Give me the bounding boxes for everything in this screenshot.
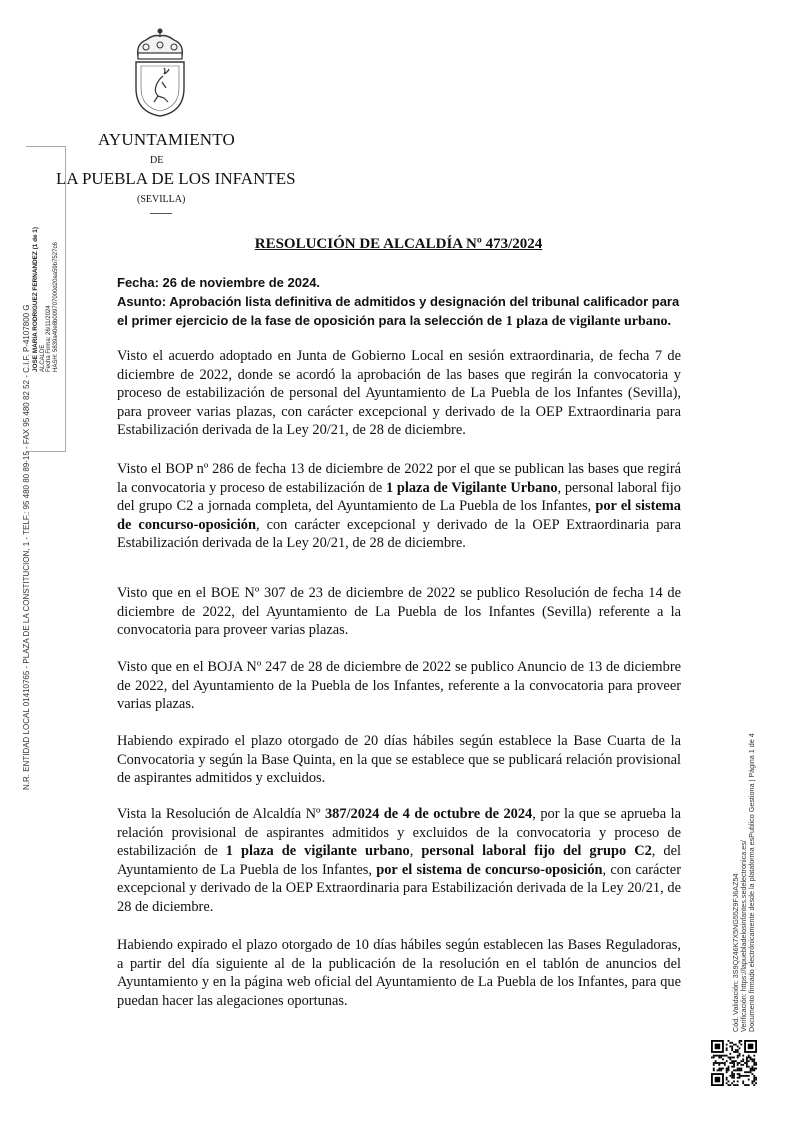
signer-role: ALCALDE	[39, 344, 46, 372]
resolution-date: Fecha: 26 de noviembre de 2024.	[117, 275, 321, 290]
paragraph-plazo-10-dias: Habiendo expirado el plazo otorgado de 10 días hábiles según establecen las Bases Reguladoras, a partir del día siguiente al de la publicación de la resolución en el tablón de anuncios del Ayuntamiento y en la página web oficial del Ayuntamiento de La Puebla de los Infantes, para que puedan hacer las alegaciones oportunas.	[117, 937, 681, 1009]
bold-segment: por el sistema de concurso-oposición	[376, 861, 603, 878]
letterhead-divider	[150, 213, 172, 214]
paragraph-boja: Visto que en el BOJA Nº 247 de 28 de diciembre de 2022 se publico Anuncio de 13 de diciembre de 2022, del Ayuntamiento de la Puebla de los Infantes, referente a la convocatoria para proveer varias plazas.	[117, 659, 681, 713]
letterhead-ayuntamiento: AYUNTAMIENTO	[98, 130, 236, 149]
qr-code-icon[interactable]	[711, 1040, 757, 1086]
signature-hash: HASH: 5839a40e8b009707000d20aa59b7527c6	[52, 242, 59, 372]
electronic-signature-note: Documento firmado electrónicamente desde la plataforma esPublico Gestiona | Página 1 de 4	[747, 733, 756, 1032]
verification-url[interactable]: Verificación: https://lapuebladelosinfantes.sedelectronica.es/	[739, 840, 748, 1032]
paragraph-resolucion-387	[117, 805, 681, 917]
text-segment: , con carácter excepcional y derivado de la OEP Extraordinaria para Estabilización derivada de la Ley 20/21, de 28 de diciembre.	[117, 861, 681, 915]
subject-highlight: 1 plaza de vigilante urbano.	[505, 314, 672, 329]
resolution-header	[117, 273, 682, 331]
text-segment: Visto el BOP nº 286 de fecha 13 de diciembre de 2022 por el que se publican las bases que regirá la convocatoria y proceso de estabilización de	[117, 461, 681, 496]
subject-text: Asunto: Aprobación lista definitiva de admitidos y designación del tribunal calificador para el primer ejercicio de la fase de oposición para la selección de	[117, 294, 680, 328]
letterhead-municipality: LA PUEBLA DE LOS INFANTES	[56, 169, 296, 188]
text-segment: Vista la Resolución de Alcaldía Nº	[117, 806, 325, 822]
letterhead-de: DE	[150, 155, 164, 166]
validation-margin	[732, 733, 756, 1032]
text-segment: , por la que se aprueba la relación provisional de aspirantes admitidos y excluidos de la convocatoria y proceso de estabilización de	[117, 806, 681, 860]
text-segment: ,	[409, 843, 422, 860]
signer-name: JOSE MARIA RODRIGUEZ FERNANDEZ (1 de 1)	[32, 227, 39, 372]
letterhead-province: (SEVILLA)	[137, 194, 186, 205]
paragraph-boe: Visto que en el BOE Nº 307 de 23 de diciembre de 2022 se publico Resolución de fecha 14 de diciembre de 2022, del Ayuntamiento de La Puebla de los Infantes (Sevilla) referente a la convocatoria para proveer varias plazas.	[117, 585, 681, 639]
bold-segment: 1 plaza de vigilante urbano	[225, 843, 410, 860]
signature-date: Fecha Firma: 26/11/2024	[46, 305, 53, 372]
validation-code: Cód. Validación: 3S9QZ46K7X5NG55Z9FJ6AZ54	[731, 873, 740, 1032]
bold-segment: personal laboral fijo del grupo C2	[421, 843, 652, 860]
bold-segment: 387/2024 de 4 de octubre de 2024	[324, 806, 533, 822]
paragraph-junta-gobierno: Visto el acuerdo adoptado en Junta de Gobierno Local en sesión extraordinaria, de fecha 7 de diciembre de 2022, donde se acordó la aprobación de las bases que regirán la convocatoria y proceso de estabilización de personal del Ayuntamiento de La Puebla de los Infantes (Sevilla), para proveer varias plazas, con carácter excepcional y derivado de la OEP Extraordinaria para Estabilización derivada de la Ley 20/21, de 28 de diciembre.	[117, 348, 681, 439]
paragraph-plazo-20-dias: Habiendo expirado el plazo otorgado de 20 días hábiles según establece la Base Cuarta de la Convocatoria y según la Base Quinta, en la que se establece que se publicará relación provisional de aspirantes admitidos y excluidos.	[117, 733, 681, 787]
resolution-title: RESOLUCIÓN DE ALCALDÍA Nº 473/2024	[254, 236, 543, 252]
entity-address-margin: N.R. ENTIDAD LOCAL 01410765 - PLAZA DE LA CONSTITUCION, 1 - TELF.: 95 480 80 89-15 - FAX 95 480 82 52 - C.I.F. P-4107800 G	[22, 304, 31, 790]
bold-segment: 1 plaza de Vigilante Urbano	[385, 479, 558, 496]
text-segment: , personal laboral fijo del grupo C2 a jornada completa, del Ayuntamiento de La Puebla de los Infantes,	[117, 479, 681, 515]
paragraph-bop	[117, 460, 681, 553]
resolution-subject	[117, 292, 682, 331]
coat-of-arms-icon	[128, 26, 193, 118]
bold-segment: por el sistema de concurso-oposición	[117, 498, 681, 533]
text-segment: , con carácter excepcional y derivado de la OEP Extraordinaria para Estabilización derivada de la Ley 20/21, de 28 de diciembre.	[117, 516, 681, 552]
text-segment: , del Ayuntamiento de La Puebla de los Infantes,	[117, 843, 681, 878]
